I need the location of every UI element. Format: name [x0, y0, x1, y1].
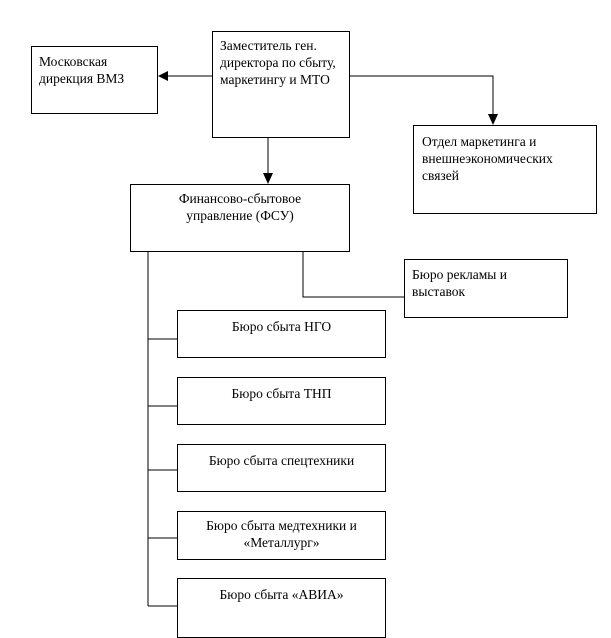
node-advertising-bureau	[404, 259, 568, 318]
node-sales-medical	[177, 511, 386, 560]
node-moscow-directorate	[31, 46, 158, 114]
arrowhead-moscow	[158, 71, 168, 81]
node-moscow-directorate-label: Московская дирекция ВМЗ	[39, 54, 125, 86]
edge-deputy-to-marketing	[349, 76, 493, 116]
node-marketing-department-label: Отдел маркетинга и внешнеэкономических связей	[422, 134, 553, 183]
node-sales-ngo	[177, 310, 386, 358]
node-advertising-bureau-label: Бюро рекламы и выставок	[412, 267, 507, 299]
edge-finance-to-advertising	[303, 251, 404, 297]
node-marketing-department	[413, 125, 597, 214]
node-sales-tnp-label: Бюро сбыта ТНП	[231, 386, 332, 401]
node-sales-special-label: Бюро сбыта спецтехники	[208, 453, 355, 468]
arrowhead-marketing	[488, 114, 498, 125]
node-deputy-director	[212, 31, 350, 138]
node-sales-avia-label: Бюро сбыта «АВИА»	[219, 587, 344, 602]
arrowhead-finance	[263, 173, 273, 184]
node-finance-sales	[130, 184, 350, 252]
node-sales-medical-label: Бюро сбыта медтехники и «Металлург»	[206, 518, 357, 550]
node-finance-sales-label: Финансово-сбытовое управление (ФСУ)	[178, 191, 302, 223]
node-sales-tnp	[177, 377, 386, 425]
node-sales-ngo-label: Бюро сбыта НГО	[231, 319, 332, 334]
node-sales-avia	[177, 578, 386, 638]
node-deputy-director-label: Заместитель ген. директора по сбыту, маркетингу и МТО	[220, 38, 336, 87]
node-sales-special	[177, 444, 386, 492]
